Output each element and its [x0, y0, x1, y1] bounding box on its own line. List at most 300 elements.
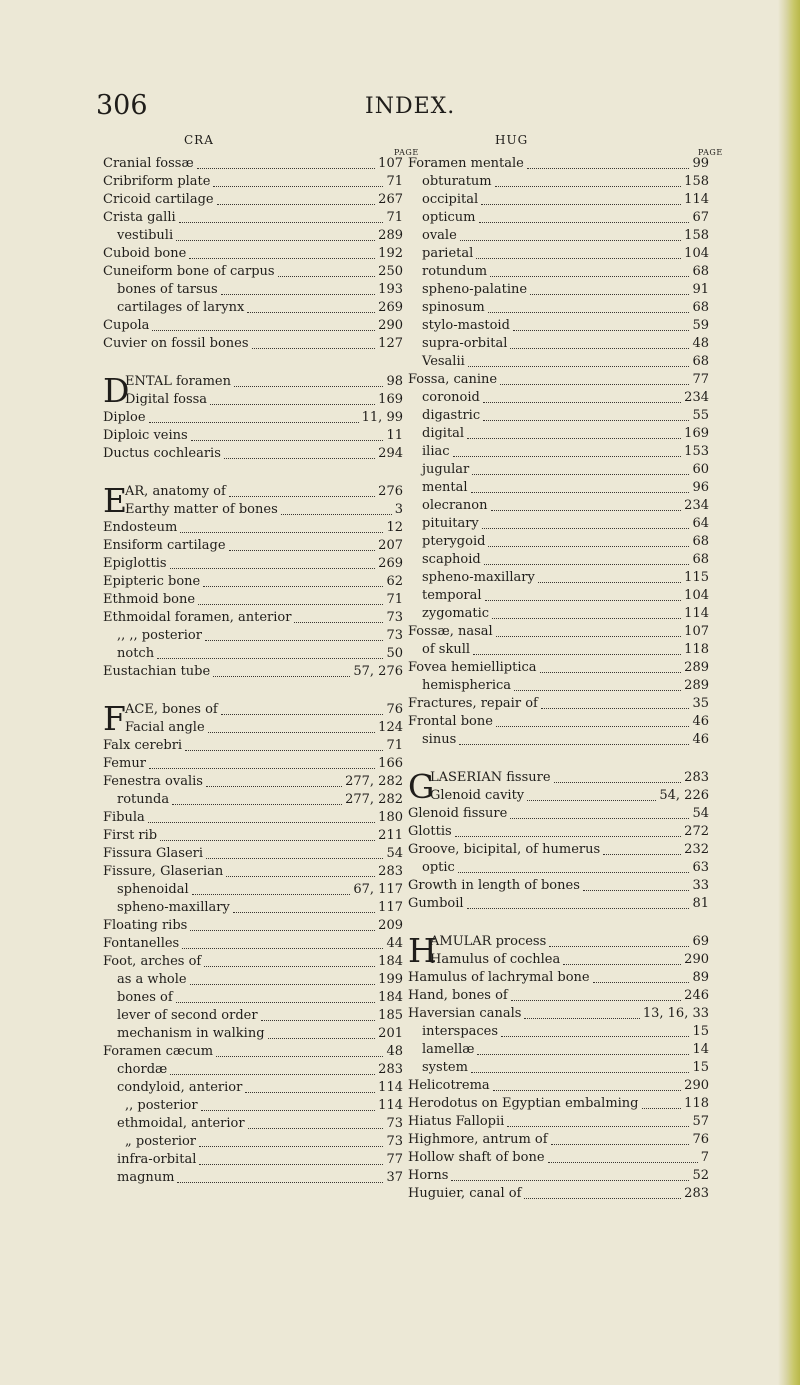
index-entry [408, 987, 709, 1005]
dot-leader [248, 1127, 384, 1129]
entry-term: Foramen cæcum [103, 1044, 214, 1059]
entry-term: obturatum [422, 174, 492, 189]
dot-leader [208, 731, 376, 733]
index-entry-line [103, 317, 403, 335]
index-entry [408, 877, 709, 895]
left-column [103, 155, 403, 1187]
left-column-head: CRA [184, 133, 214, 147]
entry-page-ref: 14 [692, 1042, 709, 1057]
entry-term: Huguier, canal of [408, 1186, 522, 1201]
index-entry-line [103, 737, 403, 755]
entry-page-ref: 290 [378, 318, 403, 333]
entry-page-ref: 73 [386, 1134, 403, 1149]
entry-page-ref: 127 [378, 336, 403, 351]
index-entry [103, 719, 403, 737]
dot-leader [493, 1089, 682, 1091]
entry-term: Hollow shaft of bone [408, 1150, 545, 1165]
dot-leader [492, 617, 681, 619]
index-entry-line [103, 1133, 403, 1151]
index-entry-line [408, 877, 709, 895]
index-entry-line [103, 917, 403, 935]
index-entry-line [408, 551, 709, 569]
index-entry-line [408, 713, 709, 731]
entry-page-ref: 250 [378, 264, 403, 279]
entry-page-ref: 294 [378, 446, 403, 461]
entry-term: interspaces [422, 1024, 499, 1039]
index-entry-line [103, 899, 403, 917]
index-entry-line [408, 641, 709, 659]
index-entry [103, 863, 403, 881]
entry-page-ref: 76 [386, 702, 403, 717]
entry-term: bones of [117, 990, 173, 1005]
entry-page-ref: 68 [692, 534, 709, 549]
dot-leader [455, 835, 682, 837]
index-entry-line [103, 1079, 403, 1097]
index-entry [408, 659, 709, 677]
dot-leader [189, 257, 375, 259]
index-entry-line [408, 443, 709, 461]
index-entry [408, 245, 709, 263]
entry-term: Digital fossa [125, 392, 208, 407]
entry-term: pituitary [422, 516, 479, 531]
index-entry [408, 173, 709, 191]
index-entry [103, 555, 403, 573]
dot-leader [548, 1161, 698, 1163]
entry-page-ref: 98 [386, 374, 403, 389]
entry-page-ref: 124 [378, 720, 403, 735]
dot-leader [471, 1071, 690, 1073]
entry-page-ref: 54, 226 [659, 788, 709, 803]
index-entry-line [103, 773, 403, 791]
index-entry-line [103, 191, 403, 209]
dot-leader [482, 527, 690, 529]
entry-term: jugular [422, 462, 470, 477]
entry-page-ref: 290 [684, 1078, 709, 1093]
dot-leader [190, 983, 376, 985]
entry-page-ref: 71 [386, 592, 403, 607]
index-entry [103, 263, 403, 281]
entry-term: Epiglottis [103, 556, 167, 571]
entry-page-ref: 73 [386, 628, 403, 643]
index-entry-line [103, 719, 403, 737]
entry-term: sinus [422, 732, 457, 747]
entry-page-ref: 232 [684, 842, 709, 857]
index-entry [103, 191, 403, 209]
index-entry [408, 479, 709, 497]
entry-term: temporal [422, 588, 482, 603]
dot-leader [541, 707, 690, 709]
dot-leader [213, 675, 350, 677]
index-entry-line [103, 845, 403, 863]
index-entry [408, 533, 709, 551]
dot-leader [467, 437, 681, 439]
index-entry [103, 953, 403, 971]
dot-leader [476, 257, 681, 259]
entry-page-ref: 81 [692, 896, 709, 911]
entry-page-ref: 114 [684, 606, 709, 621]
dot-leader [510, 347, 689, 349]
entry-term: Cuvier on fossil bones [103, 336, 249, 351]
dot-leader [170, 1073, 375, 1075]
entry-page-ref: 3 [394, 502, 403, 517]
index-entry [103, 573, 403, 591]
drop-cap: H [408, 931, 437, 970]
drop-cap: D [103, 371, 130, 410]
entry-term: Fossæ, nasal [408, 624, 493, 639]
index-entry [103, 519, 403, 537]
index-entry-line [408, 659, 709, 677]
section-gap [103, 681, 403, 701]
index-entry [408, 425, 709, 443]
index-entry-line [103, 701, 403, 719]
entry-page-ref: 184 [378, 990, 403, 1005]
index-entry-line [408, 605, 709, 623]
dot-leader [453, 455, 682, 457]
index-entry-line [408, 479, 709, 497]
entry-term: Growth in length of bones [408, 878, 580, 893]
index-entry-line [103, 591, 403, 609]
dot-leader [261, 1019, 376, 1021]
index-entry [103, 1133, 403, 1151]
entry-term: Facial angle [125, 720, 205, 735]
dot-leader [451, 1179, 689, 1181]
index-entry-line [408, 263, 709, 281]
dot-leader [510, 817, 689, 819]
dot-leader [513, 329, 690, 331]
entry-page-ref: 62 [386, 574, 403, 589]
dot-leader [229, 549, 376, 551]
entry-term: Vesalii [422, 354, 465, 369]
entry-page-ref: 68 [692, 354, 709, 369]
right-page-label: PAGE [698, 148, 723, 157]
entry-page-ref: 15 [692, 1060, 709, 1075]
index-entry-line [103, 755, 403, 773]
entry-term: parietal [422, 246, 474, 261]
entry-page-ref: 68 [692, 300, 709, 315]
entry-page-ref: 289 [378, 228, 403, 243]
dot-leader [496, 635, 682, 637]
entry-page-ref: 234 [684, 498, 709, 513]
index-entry [103, 1025, 403, 1043]
entry-term: Endosteum [103, 520, 178, 535]
entry-page-ref: 50 [386, 646, 403, 661]
entry-page-ref: 89 [692, 970, 709, 985]
index-entry [103, 317, 403, 335]
entry-page-ref: 67 [692, 210, 709, 225]
entry-term: Highmore, antrum of [408, 1132, 548, 1147]
index-entry [408, 335, 709, 353]
entry-page-ref: 48 [386, 1044, 403, 1059]
entry-term: digital [422, 426, 465, 441]
entry-page-ref: 192 [378, 246, 403, 261]
index-section [408, 769, 709, 913]
entry-term: Fissure, Glaserian [103, 864, 224, 879]
entry-page-ref: 272 [684, 824, 709, 839]
dot-leader [281, 513, 392, 515]
entry-page-ref: 158 [684, 228, 709, 243]
index-entry-line [103, 609, 403, 627]
entry-page-ref: 269 [378, 300, 403, 315]
entry-page-ref: 118 [684, 1096, 709, 1111]
index-entry [103, 881, 403, 899]
index-entry-line [408, 407, 709, 425]
entry-term: of skull [422, 642, 471, 657]
index-entry-line [103, 391, 403, 409]
entry-term: Glenoid fissure [408, 806, 508, 821]
dot-leader [527, 167, 690, 169]
index-entry [103, 609, 403, 627]
dot-leader [593, 981, 690, 983]
dot-leader [496, 725, 690, 727]
entry-term: AR, anatomy of [125, 484, 226, 499]
index-entry [103, 427, 403, 445]
entry-term: spinosum [422, 300, 485, 315]
entry-term: stylo-mastoid [422, 318, 510, 333]
index-entry-line [103, 1097, 403, 1115]
dot-leader [459, 743, 689, 745]
entry-term: condyloid, anterior [117, 1080, 243, 1095]
entry-page-ref: 114 [378, 1098, 403, 1113]
index-entry [103, 281, 403, 299]
dot-leader [213, 185, 383, 187]
dot-leader [233, 911, 375, 913]
dot-leader [538, 581, 681, 583]
entry-term: Ductus cochlearis [103, 446, 221, 461]
dot-leader [530, 293, 689, 295]
index-entry-line [408, 389, 709, 407]
dot-leader [549, 945, 689, 947]
index-section [103, 373, 403, 463]
entry-term: Horns [408, 1168, 449, 1183]
index-entry-line [408, 895, 709, 913]
index-entry-line [103, 483, 403, 501]
index-entry [103, 1079, 403, 1097]
dot-leader [221, 713, 384, 715]
entry-term: hemispherica [422, 678, 512, 693]
section-gap [103, 463, 403, 483]
index-entry [103, 809, 403, 827]
index-entry-line [408, 1113, 709, 1131]
entry-page-ref: 91 [692, 282, 709, 297]
index-entry-line [103, 1007, 403, 1025]
index-entry-line [408, 859, 709, 877]
entry-term: Hand, bones of [408, 988, 508, 1003]
index-entry [408, 461, 709, 479]
entry-page-ref: 107 [684, 624, 709, 639]
index-entry [408, 623, 709, 641]
dot-leader [206, 785, 342, 787]
index-entry [103, 227, 403, 245]
entry-page-ref: 166 [378, 756, 403, 771]
drop-cap: E [103, 481, 128, 520]
index-entry [408, 951, 709, 969]
entry-page-ref: 44 [386, 936, 403, 951]
index-entry-line [103, 173, 403, 191]
entry-page-ref: 37 [386, 1170, 403, 1185]
index-entry-line [408, 969, 709, 987]
entry-page-ref: 184 [378, 954, 403, 969]
dot-leader [583, 889, 690, 891]
entry-page-ref: 76 [692, 1132, 709, 1147]
entry-term: opticum [422, 210, 476, 225]
index-entry-line [408, 1095, 709, 1113]
index-entry-line [408, 1077, 709, 1095]
dot-leader [488, 311, 690, 313]
dot-leader [500, 383, 689, 385]
entry-page-ref: 207 [378, 538, 403, 553]
entry-term: chordæ [117, 1062, 168, 1077]
entry-term: Ethmoid bone [103, 592, 196, 607]
entry-term: spheno-maxillary [117, 900, 230, 915]
right-column-head: HUG [495, 133, 529, 147]
index-entry-line [408, 1023, 709, 1041]
index-entry-line [103, 335, 403, 353]
entry-page-ref: 277, 282 [345, 792, 403, 807]
entry-page-ref: 48 [692, 336, 709, 351]
dot-leader [229, 495, 375, 497]
entry-term: magnum [117, 1170, 175, 1185]
entry-term: Cuneiform bone of carpus [103, 264, 275, 279]
index-entry [408, 569, 709, 587]
index-entry [408, 209, 709, 227]
index-entry [408, 1059, 709, 1077]
dot-leader [527, 799, 656, 801]
dot-leader [501, 1035, 689, 1037]
index-entry-line [408, 461, 709, 479]
index-entry-line [103, 209, 403, 227]
entry-term: Groove, bicipital, of humerus [408, 842, 601, 857]
entry-term: spheno-maxillary [422, 570, 535, 585]
index-entry [103, 445, 403, 463]
dot-leader [495, 185, 682, 187]
entry-page-ref: 283 [684, 1186, 709, 1201]
index-entry-line [408, 1185, 709, 1203]
dot-leader [192, 893, 351, 895]
index-entry [408, 731, 709, 749]
index-entry-line [103, 263, 403, 281]
index-entry [103, 663, 403, 681]
entry-term: ovale [422, 228, 457, 243]
index-entry [103, 299, 403, 317]
dot-leader [514, 689, 681, 691]
index-entry [103, 409, 403, 427]
index-entry [408, 497, 709, 515]
dot-leader [473, 653, 681, 655]
index-entry-line [408, 933, 709, 951]
index-entry-line [408, 425, 709, 443]
entry-term: optic [422, 860, 455, 875]
index-entry-line [103, 555, 403, 573]
index-entry-line [408, 245, 709, 263]
entry-page-ref: 69 [692, 934, 709, 949]
index-entry [103, 1151, 403, 1169]
entry-page-ref: 283 [378, 1062, 403, 1077]
index-entry [408, 155, 709, 173]
dot-leader [226, 875, 375, 877]
index-entry-line [408, 1041, 709, 1059]
entry-page-ref: 54 [692, 806, 709, 821]
index-entry [408, 317, 709, 335]
index-entry [103, 1169, 403, 1187]
entry-term: zygomatic [422, 606, 490, 621]
entry-term: Foot, arches of [103, 954, 202, 969]
entry-term: Floating ribs [103, 918, 188, 933]
entry-term: Diploic veins [103, 428, 188, 443]
dot-leader [477, 1053, 689, 1055]
index-entry [103, 209, 403, 227]
dot-leader [191, 439, 384, 441]
entry-term: Diploe [103, 410, 146, 425]
dot-leader [206, 857, 383, 859]
dot-leader [642, 1107, 682, 1109]
index-entry-line [408, 769, 709, 787]
index-entry-line [408, 533, 709, 551]
dot-leader [176, 239, 375, 241]
index-entry [103, 845, 403, 863]
dot-leader [479, 221, 690, 223]
index-entry-line [103, 155, 403, 173]
entry-term: Cuboid bone [103, 246, 187, 261]
index-entry-line [103, 881, 403, 899]
entry-page-ref: 71 [386, 210, 403, 225]
dot-leader [247, 311, 375, 313]
entry-term: Fovea hemielliptica [408, 660, 537, 675]
index-entry-line [103, 827, 403, 845]
entry-page-ref: 52 [692, 1168, 709, 1183]
entry-page-ref: 193 [378, 282, 403, 297]
index-entry-line [103, 1025, 403, 1043]
index-entry-line [408, 677, 709, 695]
index-entry-line [103, 953, 403, 971]
entry-page-ref: 201 [378, 1026, 403, 1041]
index-entry [103, 537, 403, 555]
index-entry [103, 773, 403, 791]
entry-page-ref: 77 [386, 1152, 403, 1167]
index-entry-line [408, 587, 709, 605]
entry-page-ref: 99 [692, 156, 709, 171]
index-section [103, 155, 403, 353]
index-entry [408, 677, 709, 695]
entry-term: ACE, bones of [125, 702, 218, 717]
index-entry [103, 155, 403, 173]
index-entry-line [408, 1131, 709, 1149]
dot-leader [148, 821, 375, 823]
dot-leader [524, 1017, 639, 1019]
index-entry-line [408, 227, 709, 245]
entry-page-ref: 57, 276 [353, 664, 403, 679]
entry-page-ref: 68 [692, 552, 709, 567]
index-entry [103, 971, 403, 989]
index-entry [408, 713, 709, 731]
index-entry-line [103, 409, 403, 427]
index-entry [408, 933, 709, 951]
index-entry [103, 827, 403, 845]
entry-page-ref: 13, 16, 33 [642, 1006, 709, 1021]
entry-term: Hiatus Fallopii [408, 1114, 505, 1129]
index-entry [408, 695, 709, 713]
entry-term: Foramen mentale [408, 156, 524, 171]
entry-term: as a whole [117, 972, 187, 987]
entry-page-ref: 11 [386, 428, 403, 443]
entry-term: lever of second order [117, 1008, 258, 1023]
index-entry [103, 645, 403, 663]
index-entry-line [408, 841, 709, 859]
entry-term: occipital [422, 192, 479, 207]
dot-leader [472, 473, 689, 475]
dot-leader [197, 167, 375, 169]
index-entry [103, 989, 403, 1007]
dot-leader [278, 275, 376, 277]
